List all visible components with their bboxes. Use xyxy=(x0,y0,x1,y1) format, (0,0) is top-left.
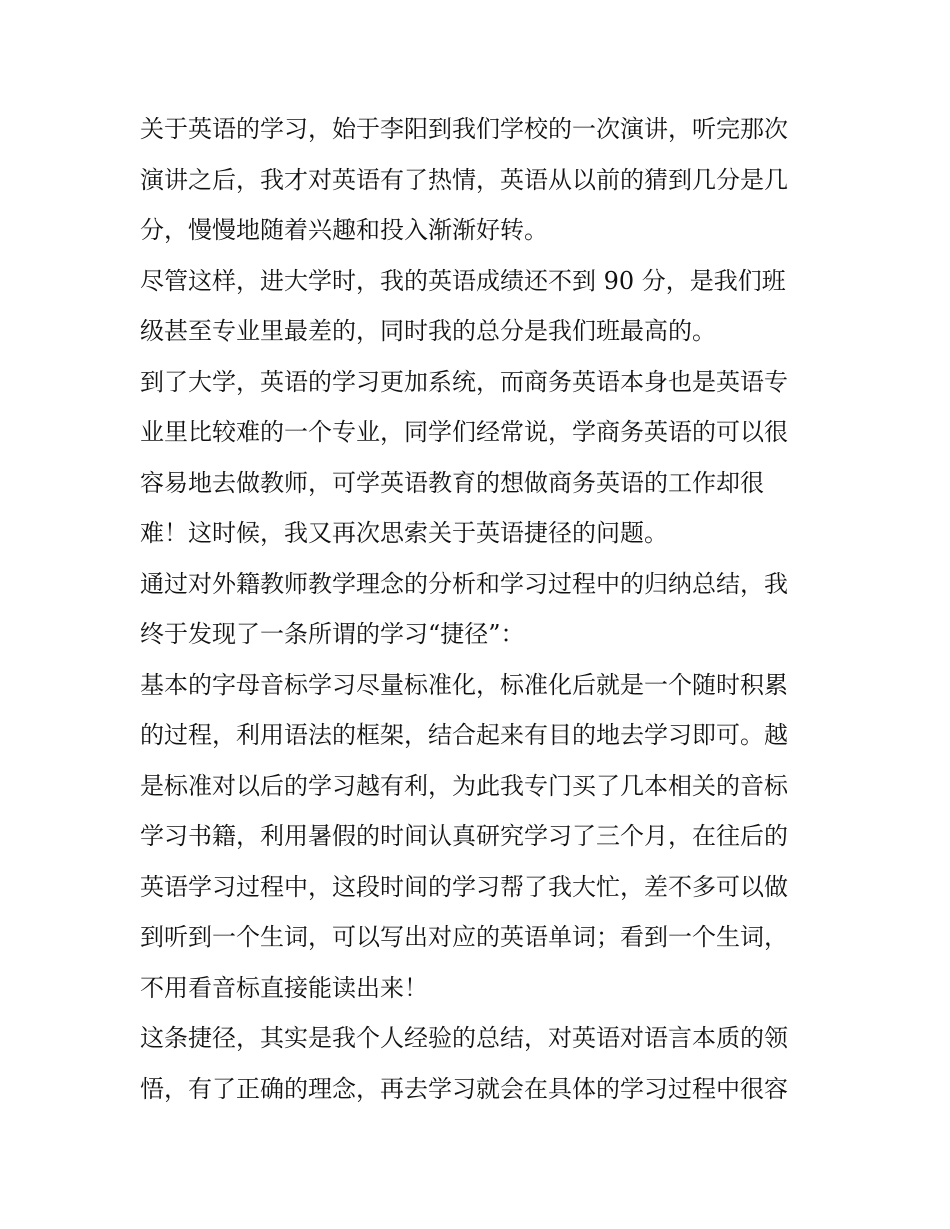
text-line: 分，慢慢地随着兴趣和投入渐渐好转。 xyxy=(140,216,548,244)
text-line: 基本的字母音标学习尽量标准化，标准化后就是一个随时积累 xyxy=(140,670,788,699)
paragraph-3 xyxy=(140,357,820,559)
text-line: 悟，有了正确的理念，再去学习就会在具体的学习过程中很容 xyxy=(140,1074,788,1103)
paragraph-5 xyxy=(140,660,820,1014)
text-line: 级甚至专业里最差的，同时我的总分是我们班最高的。 xyxy=(140,317,716,345)
text-line: 到了大学，英语的学习更加系统，而商务英语本身也是英语专 xyxy=(140,367,788,396)
text-line: 尽管这样，进大学时，我的英语成绩还不到 90 分，是我们班 xyxy=(140,266,786,295)
text-line: 学习书籍，利用暑假的时间认真研究学习了三个月，在往后的 xyxy=(140,822,788,850)
document-body xyxy=(140,104,820,1114)
text-line: 难！这时候，我又再次思索关于英语捷径的问题。 xyxy=(140,519,668,547)
text-line: 英语学习过程中，这段时间的学习帮了我大忙，差不多可以做 xyxy=(140,872,788,901)
text-line: 业里比较难的一个专业，同学们经常说，学商务英语的可以很 xyxy=(140,418,788,446)
text-line: 演讲之后，我才对英语有了热情，英语从以前的猜到几分是几 xyxy=(140,165,788,194)
text-line: 到听到一个生词，可以写出对应的英语单词；看到一个生词， xyxy=(140,923,788,951)
text-line: 不用看音标直接能读出来！ xyxy=(140,973,428,1002)
paragraph-4 xyxy=(140,559,820,660)
text-line: 的过程，利用语法的框架，结合起来有目的地去学习即可。越 xyxy=(140,721,788,749)
text-line: 关于英语的学习，始于李阳到我们学校的一次演讲，听完那次 xyxy=(140,115,788,143)
text-line: 终于发现了一条所谓的学习“捷径”： xyxy=(140,620,525,648)
paragraph-6 xyxy=(140,1013,820,1114)
text-line: 通过对外籍教师教学理念的分析和学习过程中的归纳总结，我 xyxy=(140,569,788,598)
text-line: 是标准对以后的学习越有利，为此我专门买了几本相关的音标 xyxy=(140,771,788,800)
text-line: 容易地去做教师，可学英语教育的想做商务英语的工作却很 xyxy=(140,468,764,497)
text-line: 这条捷径，其实是我个人经验的总结，对英语对语言本质的领 xyxy=(140,1024,788,1052)
paragraph-2 xyxy=(140,256,820,357)
paragraph-1 xyxy=(140,104,820,256)
